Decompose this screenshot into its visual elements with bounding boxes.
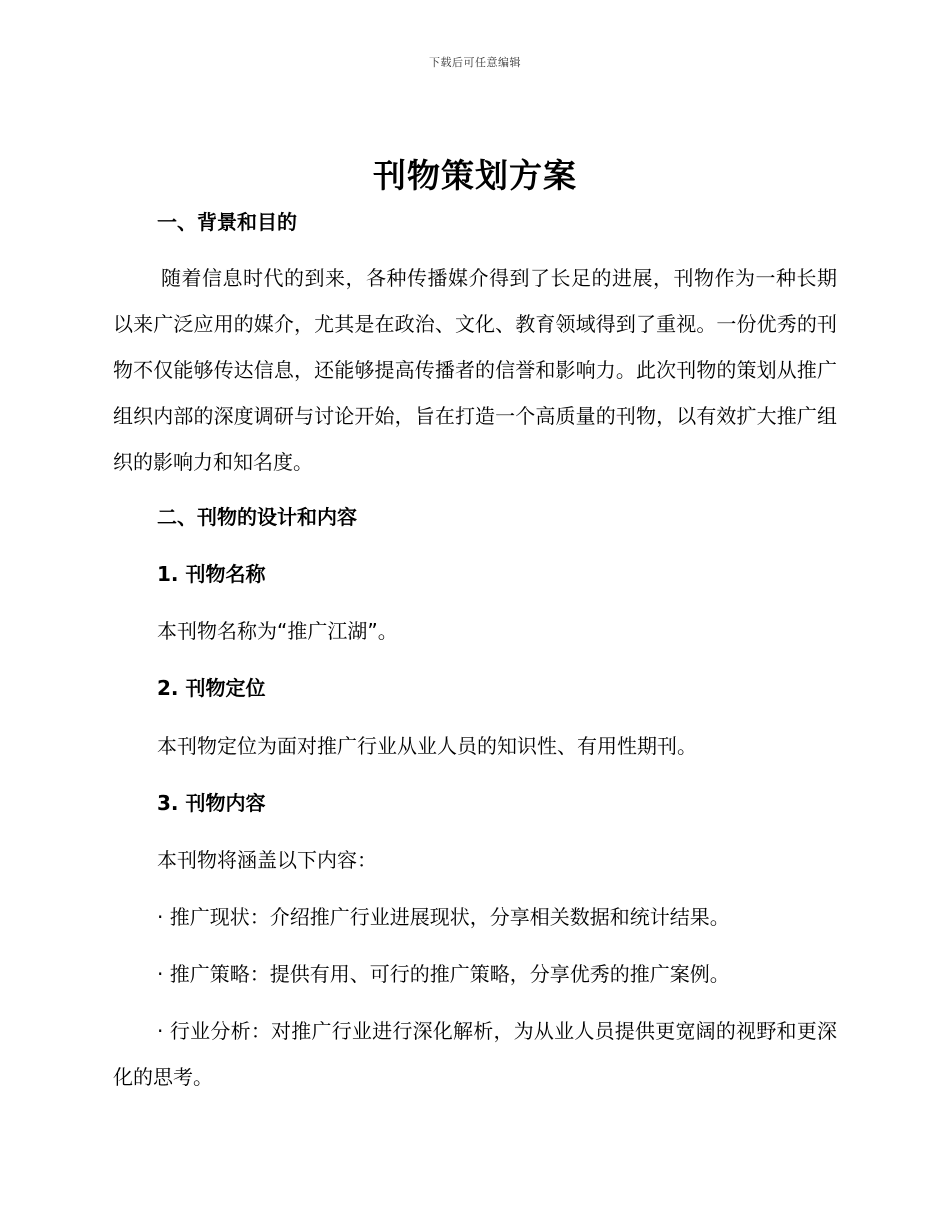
document-title: 刊物策划方案 [373,156,577,195]
paragraph-name: 本刊物名称为“推广江湖”。 [157,619,398,643]
paragraph-positioning: 本刊物定位为面对推广行业从业人员的知识性、有用性期刊。 [157,734,697,758]
list-item: · 行业分析：对推广行业进行深化解析，为从业人员提供更宽阔的视野和更深化的思考。 [113,1019,837,1089]
section-heading-background: 一、背景和目的 [157,210,297,234]
list-item: · 推广现状：介绍推广行业进展现状，分享相关数据和统计结果。 [157,905,730,929]
paragraph-content-intro: 本刊物将涵盖以下内容： [157,848,377,872]
subheading-positioning: 2. 刊物定位 [157,676,266,700]
subheading-name: 1. 刊物名称 [157,562,266,586]
section-heading-design: 二、刊物的设计和内容 [157,505,357,529]
subheading-content: 3. 刊物内容 [157,791,266,815]
paragraph-background: 随着信息时代的到来，各种传播媒介得到了长足的进展，刊物作为一种长期以来广泛应用的媒介，尤其是在政治、文化、教育领域得到了重视。一份优秀的刊物不仅能够传达信息，还能够提高传播者的信誉和影响力。此次刊物的策划从推广组织内部的深度调研与讨论开始，旨在打造一个高质量的刊物，以有效扩大推广组织的影响力和知名度。 [113,266,837,474]
header-note: 下载后可任意编辑 [429,56,521,69]
list-item: · 推广策略：提供有用、可行的推广策略，分享优秀的推广案例。 [157,962,730,986]
